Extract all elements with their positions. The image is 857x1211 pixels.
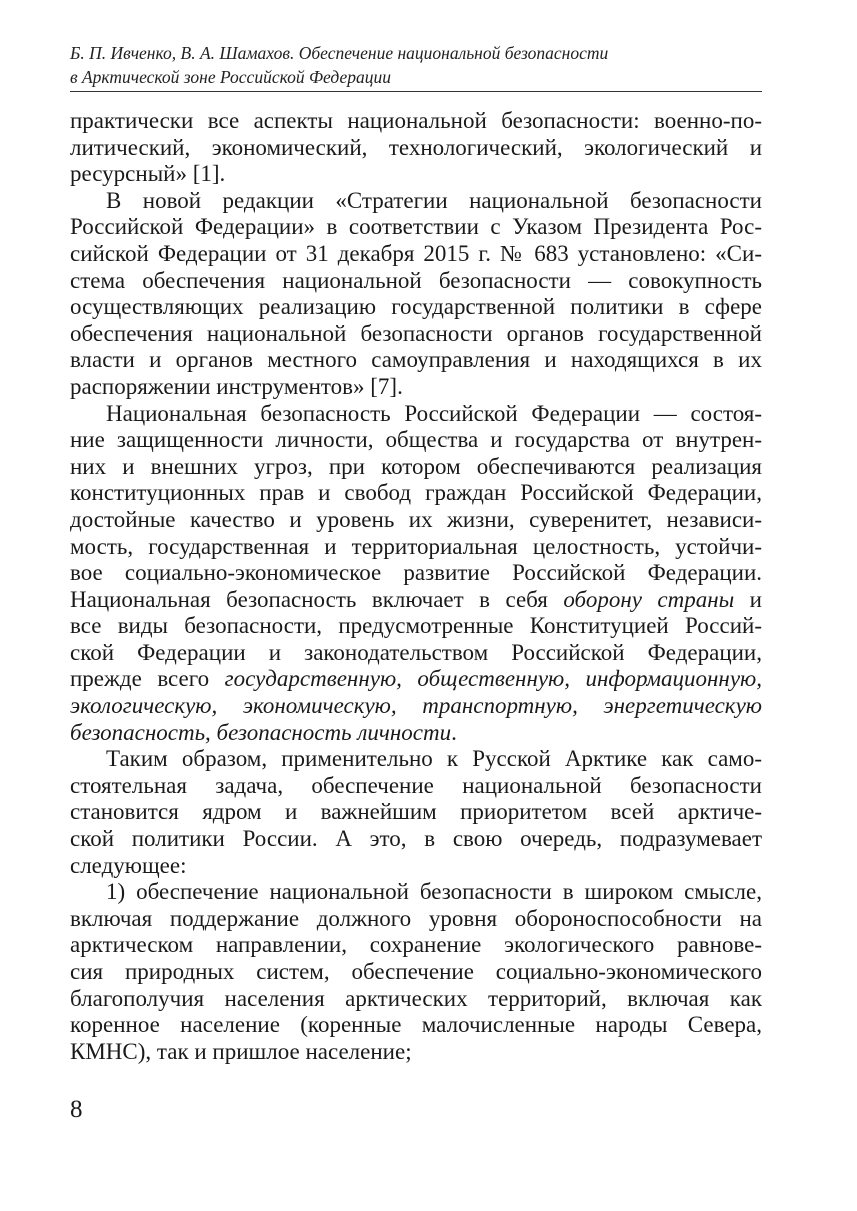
paragraph	[70, 746, 762, 879]
text-line: литический, экономический, технологический, экологический и	[70, 134, 762, 160]
header-divider	[70, 91, 762, 92]
text-line: практически все аспекты национальной безопасности: военно-по-	[70, 108, 762, 133]
paragraph	[70, 188, 762, 401]
text-line: конституционных прав и свобод граждан Российской Федерации,	[70, 480, 762, 506]
text-line: мость, государственная и территориальная целостность, устойчи-	[70, 533, 762, 559]
text-line: осуществляющих реализацию государственной политики в сфере	[70, 294, 762, 320]
running-header-line-1: Б. П. Ивченко, В. А. Шамахов. Обеспечение национальной безопасности	[70, 43, 609, 63]
page-number: 8	[70, 1096, 83, 1123]
text-line: ресурсный» [1].	[70, 161, 226, 187]
text-line: КМНС), так и пришлое население;	[70, 1038, 412, 1064]
emphasis-text: экологическую, экономическую, транспортную, энергетическую	[70, 693, 762, 719]
text-run: .	[451, 719, 457, 745]
text-line	[70, 693, 762, 720]
text-line: Российской Федерации» в соответствии с Указом Президента Рос-	[70, 214, 762, 240]
text-run: Национальная безопасность включает в себя	[70, 586, 564, 612]
text-line: 1) обеспечение национальной безопасности в широком смысле,	[106, 879, 762, 905]
emphasis-text: безопасность, безопасность личности	[70, 719, 452, 745]
body-text	[70, 108, 762, 1065]
text-line: власти и органов местного самоуправления и находящихся в их	[70, 347, 762, 373]
text-line: ской Федерации и законодательством Российской Федерации,	[70, 639, 762, 665]
text-line: становится ядром и важнейшим приоритетом всей арктиче-	[70, 799, 762, 825]
text-line: Таким образом, применительно к Русской Арктике как само-	[106, 746, 762, 772]
text-line: ской политики России. А это, в свою очередь, подразумевает	[70, 826, 762, 852]
text-line	[70, 587, 762, 614]
running-header-line-2: в Арктической зоне Российской Федерации	[70, 67, 391, 87]
text-run: прежде всего	[70, 666, 225, 692]
text-line	[70, 666, 762, 693]
text-line: вое социально-экономическое развитие Российской Федерации.	[70, 560, 762, 586]
text-line: достойные качество и уровень их жизни, суверенитет, независи-	[70, 506, 762, 532]
text-line	[70, 720, 762, 747]
list-item	[70, 879, 762, 1065]
text-line: все виды безопасности, предусмотренные Конституцией Россий-	[70, 613, 762, 639]
text-line: стоятельная задача, обеспечение национальной безопасности	[70, 772, 762, 798]
text-line: В новой редакции «Стратегии национальной безопасности	[106, 187, 762, 213]
emphasis-text: оборону страны	[563, 586, 735, 612]
text-line: сия природных систем, обеспечение социально-экономического	[70, 959, 762, 984]
text-line: сийской Федерации от 31 декабря 2015 г. № 683 установлено: «Си-	[70, 240, 762, 266]
text-line: благополучия населения арктических территорий, включая как	[70, 985, 762, 1011]
text-line: распоряжении инструментов» [7].	[70, 373, 403, 399]
paragraph	[70, 108, 762, 188]
text-line: арктическом направлении, сохранение экологического равнове-	[70, 932, 762, 958]
text-line: стема обеспечения национальной безопасности — совокупность	[70, 267, 762, 293]
paragraph	[70, 401, 762, 747]
text-line: коренное население (коренные малочисленные народы Севера,	[70, 1012, 762, 1038]
text-line: обеспечения национальной безопасности органов государственной	[70, 320, 762, 346]
running-header	[70, 41, 762, 89]
text-line: включая поддержание должного уровня обороноспособности на	[70, 905, 762, 931]
emphasis-text: государственную, общественную, информационную,	[224, 666, 762, 692]
text-line: ние защищенности личности, общества и государства от внутрен-	[70, 427, 762, 453]
text-line: них и внешних угроз, при котором обеспечиваются реализация	[70, 453, 762, 479]
text-line: следующее:	[70, 852, 187, 878]
book-page	[70, 0, 762, 1211]
text-run: и	[734, 586, 762, 612]
text-line: Национальная безопасность Российской Федерации — состоя-	[106, 400, 762, 426]
